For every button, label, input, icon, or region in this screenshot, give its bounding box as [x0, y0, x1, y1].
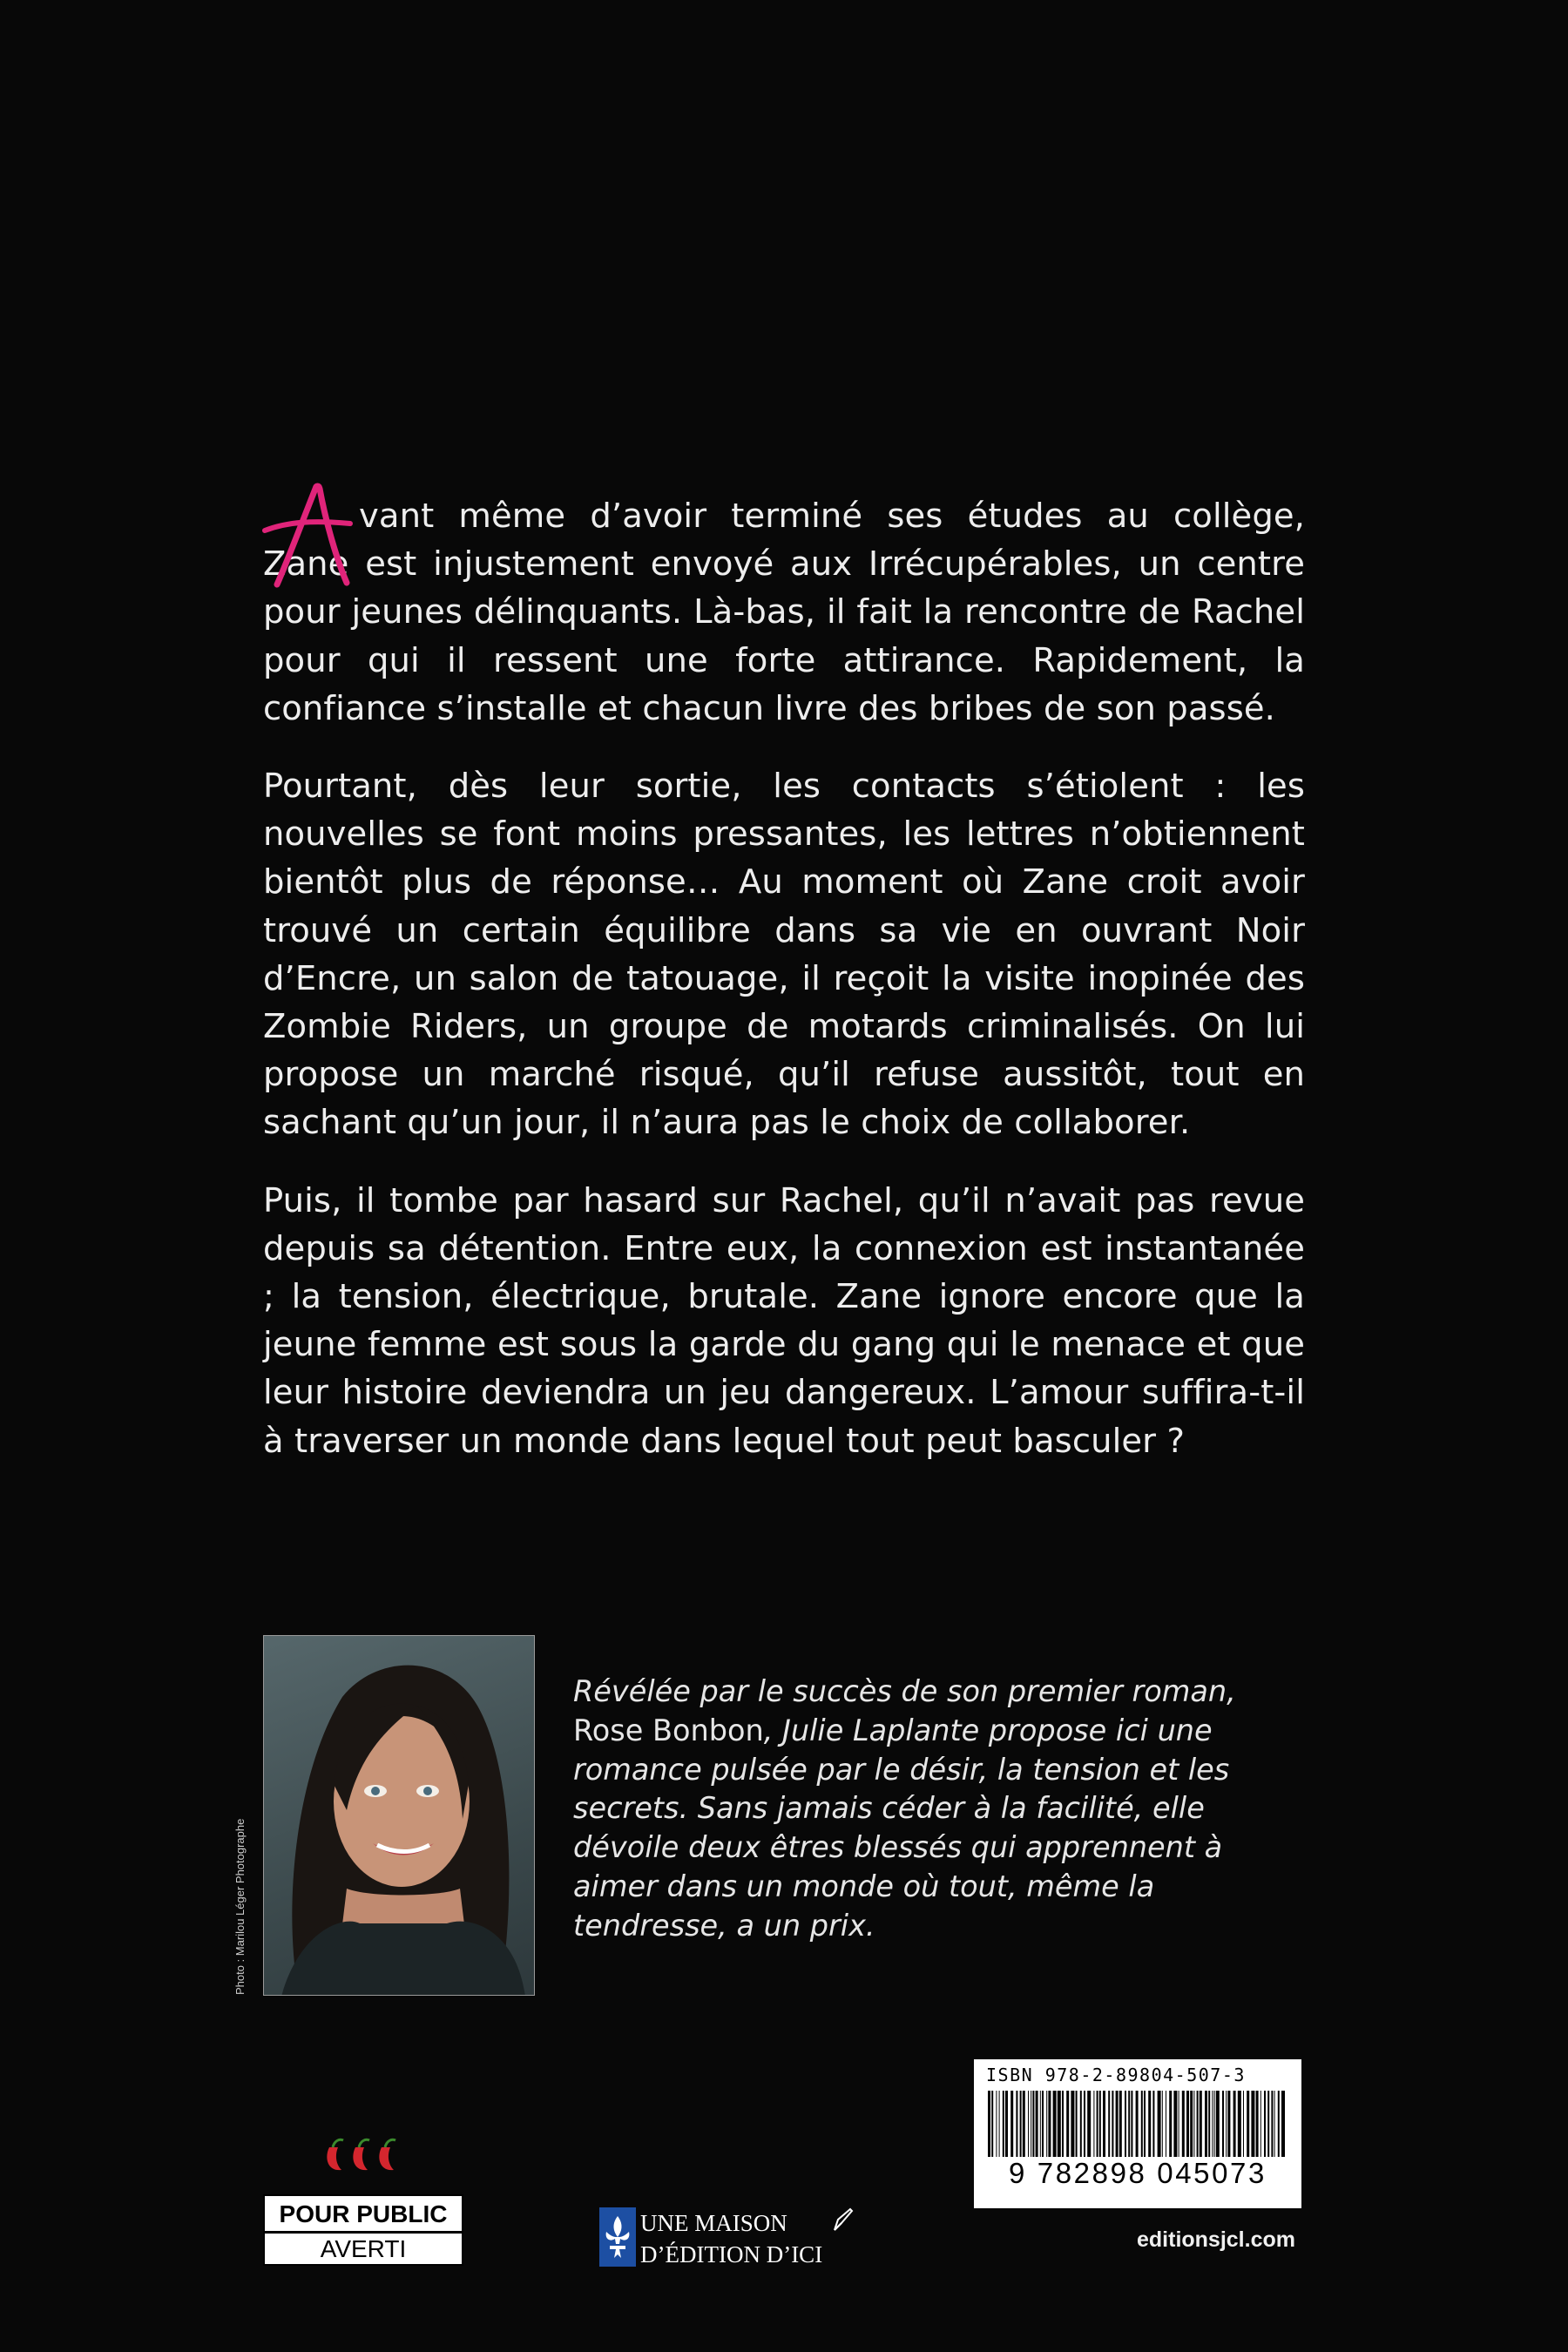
blurb-paragraph-2: Pourtant, dès leur sortie, les contacts s’étiolent : les nouvelles se font moins pressantes, les lettres n’obtiennent bientôt plus de réponse… Au moment où Zane croit avoir trouvé un certain équilibre dans sa vie en ouvrant Noir d’Encre, un salon de tatouage, il reçoit la visite inopinée des Zombie Riders, un groupe de motards criminalisés. On lui propose un marché risqué, qu’il refuse aussitôt, tout en sachant qu’un jour, il n’aura pas le choix de collaborer. [263, 767, 1305, 1143]
author-photo [263, 1635, 535, 1996]
author-portrait-icon [264, 1636, 535, 1996]
author-bio-part-2: , Julie Laplante propose ici une romance pulsée par le désir, la tension et les secrets. Sans jamais céder à la facilité, elle dévoile deux êtres blessés qui apprennent à aimer dans un monde où tout, même la tendresse, a un prix. [573, 1713, 1230, 1943]
isbn-label: ISBN 978-2-89804-507-3 [986, 2065, 1246, 2085]
chili-pepper-icon [322, 2132, 409, 2175]
drop-cap-letter-icon [261, 478, 357, 591]
audience-warning-line-2: AVERTI [320, 2235, 407, 2262]
back-cover-blurb [263, 492, 1305, 1495]
blurb-paragraph-3: Puis, il tombe par hasard sur Rachel, qu’il n’avait pas revue depuis sa détention. Entre eux, la connexion est instantanée ; la tension, électrique, brutale. Zane ignore encore que la jeune femme est sous la garde du gang qui le menace et que leur histoire deviendra un jeu dangereux. L’amour suffira-t-il à traverser un monde dans lequel tout peut basculer ? [263, 1180, 1305, 1461]
audience-warning-badge [263, 2194, 463, 2266]
blurb-paragraph-1 [263, 492, 1305, 733]
publisher-line-1: UNE MAISON [640, 2210, 787, 2236]
author-bio [573, 1673, 1270, 1946]
quebec-fleur-de-lis-icon [599, 2207, 636, 2267]
book-title-rose-bonbon: Rose Bonbon [573, 1713, 764, 1747]
publisher-website: editionsjcl.com [1137, 2227, 1295, 2252]
isbn-barcode-box [974, 2059, 1301, 2208]
blurb-paragraph-1-text: vant même d’avoir terminé ses études au collège, Zane est injustement envoyé aux Irrécupérables, un centre pour jeunes délinquants. Là-bas, il fait la rencontre de Rachel pour qui il ressent une forte attirance. Rapidement, la confiance s’installe et chacun livre des bribes de son passé. [263, 497, 1305, 728]
publisher-label [640, 2207, 822, 2270]
isbn-digits: 9 782898 045073 [981, 2157, 1294, 2190]
author-bio-part-1: Révélée par le succès de son premier roman, [573, 1674, 1236, 1708]
photo-credit: Photo : Marilou Léger Photographe [233, 1818, 247, 1995]
pen-nib-icon [829, 2206, 855, 2234]
audience-warning-line-1: POUR PUBLIC [265, 2198, 462, 2234]
publisher-line-2: D’ÉDITION D’ICI [640, 2241, 823, 2268]
